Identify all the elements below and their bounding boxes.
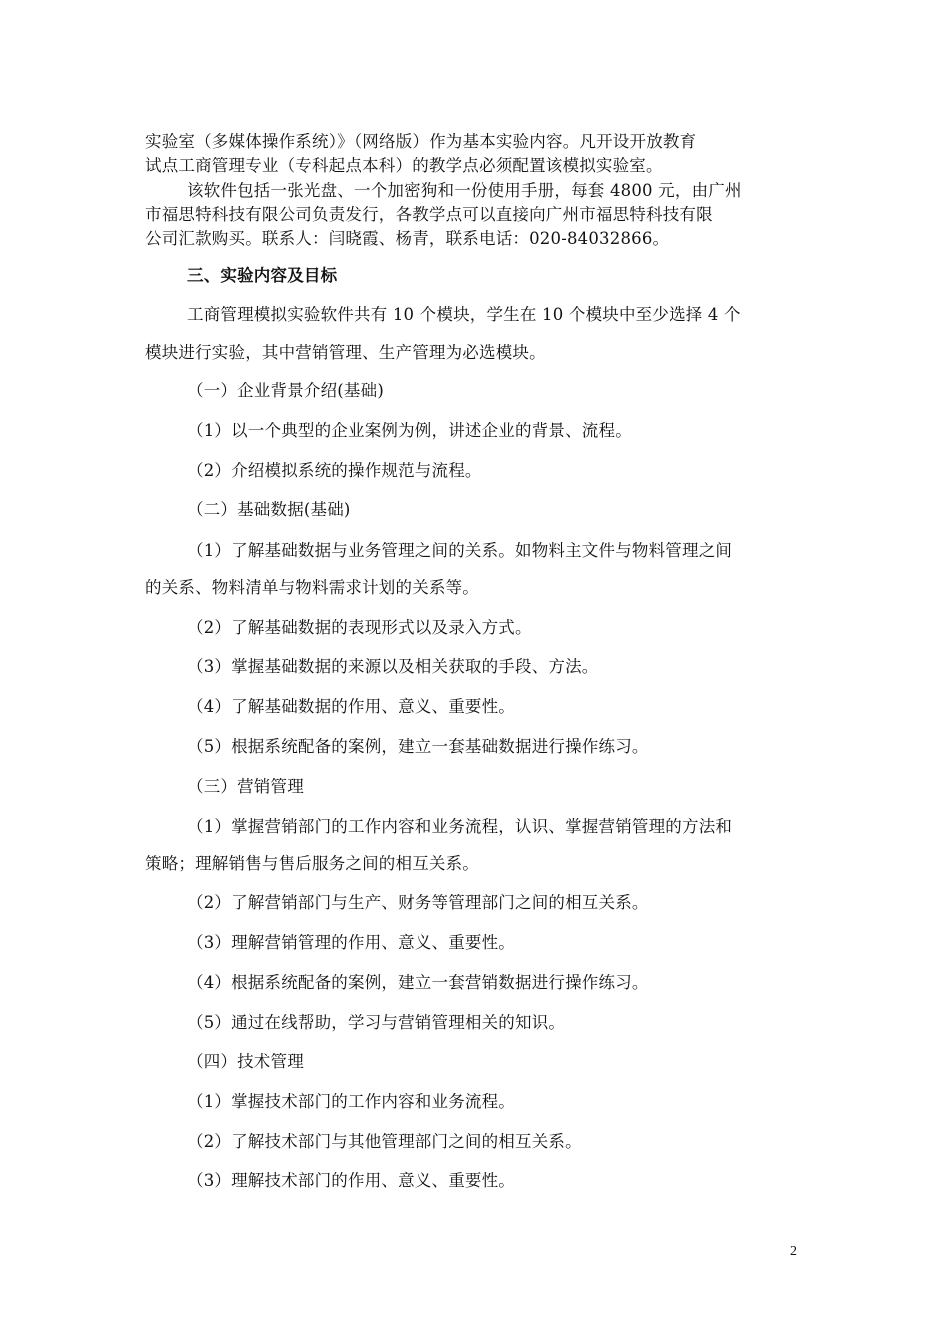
list-item: （3）理解营销管理的作用、意义、重要性。 [187,933,515,952]
paragraph-line: 公司汇款购买。联系人：闫晓霞、杨青，联系电话：020-84032866。 [145,229,670,248]
subsection-heading: （四）技术管理 [187,1052,304,1071]
subsection-heading: （三）营销管理 [187,777,304,796]
paragraph-line: 实验室（多媒体操作系统）》（网络版）作为基本实验内容。凡开设开放教育 [145,132,697,151]
list-item: （3）理解技术部门的作用、意义、重要性。 [187,1171,515,1190]
list-item: （2）了解营销部门与生产、财务等管理部门之间的相互关系。 [187,893,649,912]
list-item: （5）根据系统配备的案例，建立一套基础数据进行操作练习。 [187,737,649,756]
list-item-continuation: 策略；理解销售与售后服务之间的相互关系。 [145,854,479,873]
list-item: （2）了解基础数据的表现形式以及录入方式。 [187,618,532,637]
list-item-continuation: 的关系、物料清单与物料需求计划的关系等。 [145,578,479,597]
paragraph-line: 试点工商管理专业（专科起点本科）的教学点必须配置该模拟实验室。 [145,156,663,175]
list-item: （4）根据系统配备的案例，建立一套营销数据进行操作练习。 [187,973,649,992]
list-item: （2）介绍模拟系统的操作规范与流程。 [187,461,482,480]
paragraph-line: 市福思特科技有限公司负责发行，各教学点可以直接向广州市福思特科技有限 [145,205,713,224]
list-item: （3）掌握基础数据的来源以及相关获取的手段、方法。 [187,657,599,676]
paragraph-line: 该软件包括一张光盘、一个加密狗和一份使用手册，每套 4800 元，由广州 [187,181,742,200]
paragraph-line: 工商管理模拟实验软件共有 10 个模块，学生在 10 个模块中至少选择 4 个 [187,305,741,324]
list-item: （5）通过在线帮助，学习与营销管理相关的知识。 [187,1013,566,1032]
page-number: 2 [790,1244,797,1259]
list-item: （2）了解技术部门与其他管理部门之间的相互关系。 [187,1132,582,1151]
subsection-heading: （二）基础数据(基础) [187,500,351,519]
paragraph-line: 模块进行实验，其中营销管理、生产管理为必选模块。 [145,343,546,362]
list-item: （1）掌握营销部门的工作内容和业务流程，认识、掌握营销管理的方法和 [187,817,733,836]
list-item: （1）掌握技术部门的工作内容和业务流程。 [187,1092,515,1111]
section-heading: 三、实验内容及目标 [187,266,338,285]
list-item: （1）以一个典型的企业案例为例，讲述企业的背景、流程。 [187,421,632,440]
subsection-heading: （一）企业背景介绍(基础) [187,381,384,400]
list-item: （4）了解基础数据的作用、意义、重要性。 [187,697,515,716]
list-item: （1）了解基础数据与业务管理之间的关系。如物料主文件与物料管理之间 [187,541,733,560]
